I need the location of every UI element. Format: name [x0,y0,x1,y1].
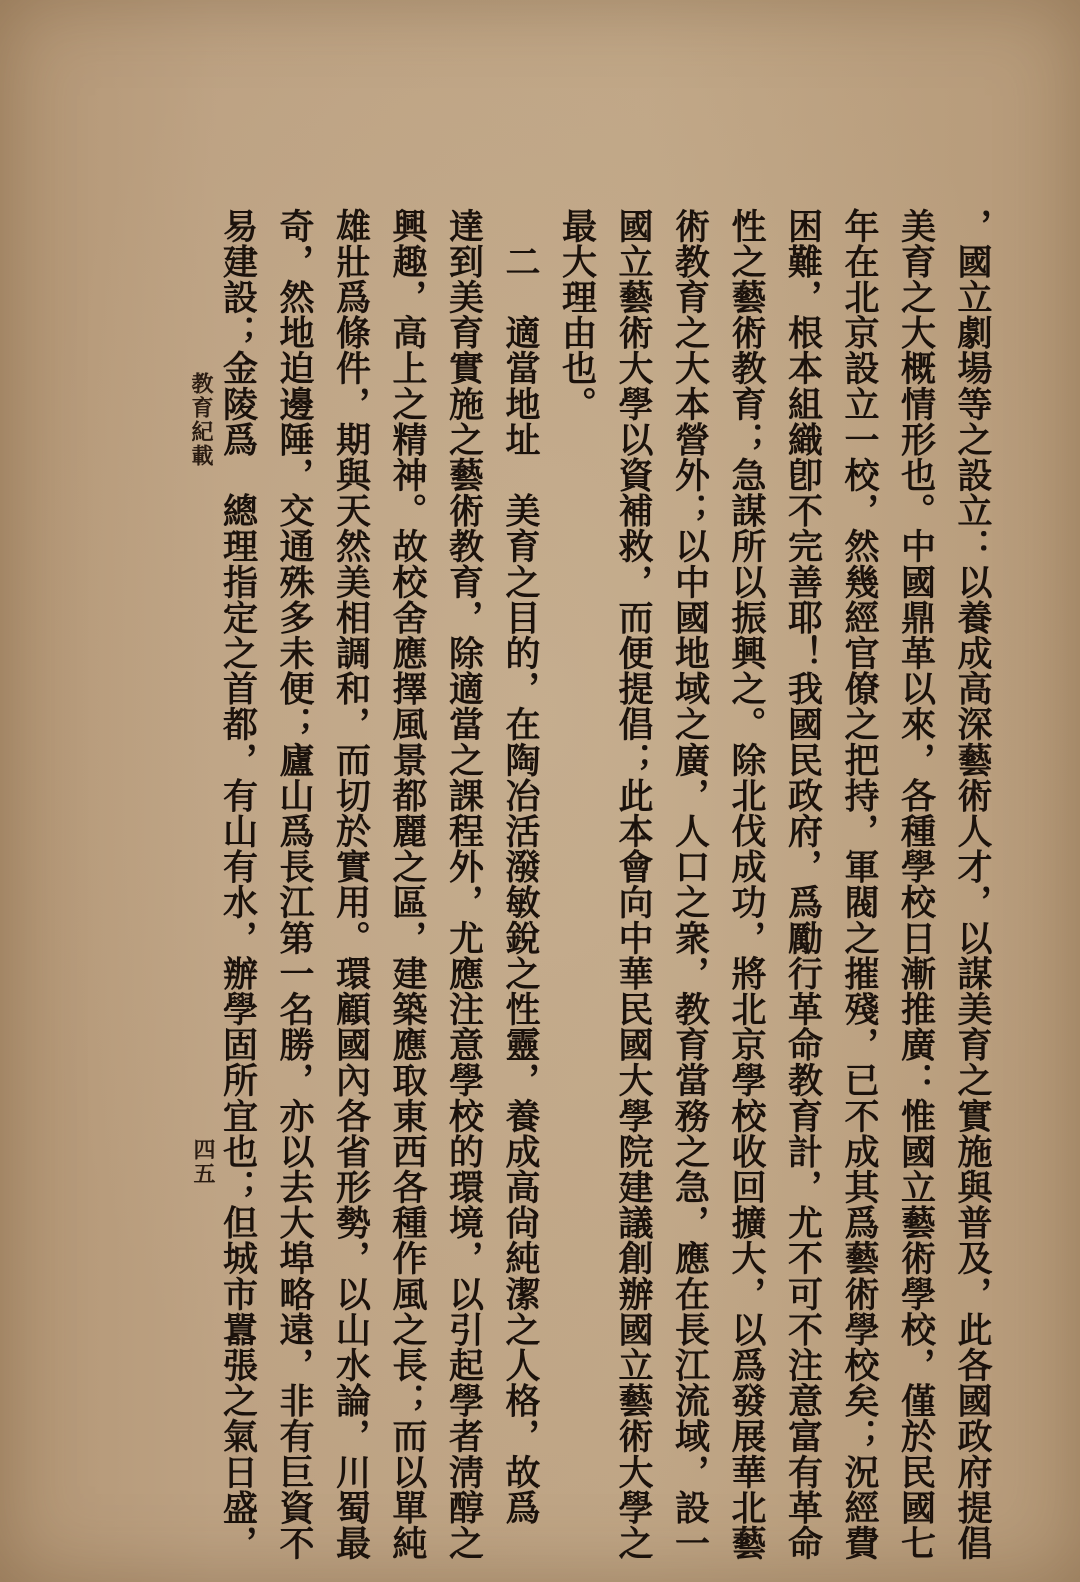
text-column: 性之藝術教育；急謀所以振興之。除北伐成功，將北京學校收回擴大，以爲發展華北藝 [726,208,767,1561]
text-column: ，國立劇場等之設立：以養成高深藝術人才，以謀美育之實施與普及，此各國政府提倡 [952,208,993,1561]
text-column: 最大理由也。 [556,208,598,422]
body-text [217,208,1000,1561]
text-column: 美育之大概情形也。中國鼎革以來，各種學校日漸推廣：惟國立藝術學校，僅於民國七 [895,208,937,1561]
text-column: 國立藝術大學以資補救，而便提倡；此本會向中華民國大學院建議創辦國立藝術大學之 [613,208,654,1561]
text-column: 奇，然地迫邊陲，交通殊多未便；廬山爲長江第一名勝，亦以去大埠略遠，非有巨資不 [274,208,315,1561]
text-column: 興趣，高上之精神。故校舍應擇風景都麗之區，建築應取東西各種作風之長；而以單純 [387,208,428,1561]
text-column: 達到美育實施之藝術教育，除適當之課程外，尤應注意學校的環境，以引起學者淸醇之 [443,208,485,1561]
text-column: 二 適當地址 美育之目的，在陶冶活潑敏銳之性靈，養成高尙純潔之人格，故爲 [500,208,541,1526]
running-head: 教育紀載 [188,372,214,468]
text-column: 易建設；金陵爲 總理指定之首都，有山有水，辦學固所宜也；但城市囂張之氣日盛， [217,208,259,1561]
text-column: 困難，根本組織卽不完善耶！我國民政府，爲勵行革命教育計，尤不可不注意富有革命 [782,208,824,1561]
text-column: 術教育之大本營外；以中國地域之廣，人口之衆，教育當務之急，應在長江流域，設一 [669,208,711,1561]
text-column: 年在北京設立一校，然幾經官僚之把持，軍閥之摧殘，已不成其爲藝術學校矣；況經費 [839,208,880,1561]
page-number: 四五 [190,1138,216,1186]
text-column: 雄壯爲條件，期與天然美相調和，而切於實用。環顧國內各省形勢，以山水論，川蜀最 [330,208,372,1561]
